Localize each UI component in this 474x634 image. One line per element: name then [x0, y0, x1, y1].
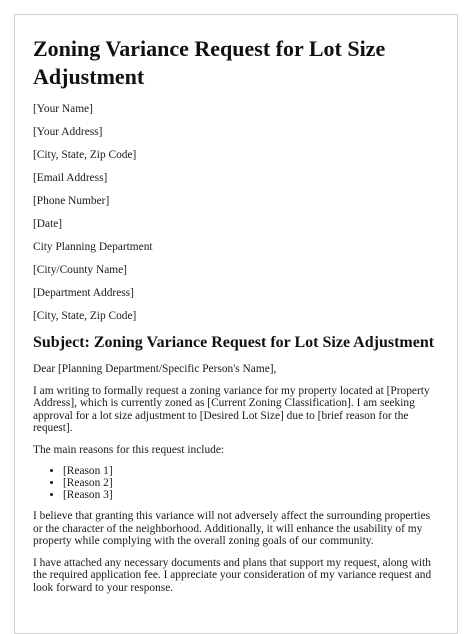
letter-page — [14, 14, 458, 634]
subject-heading: Subject: Zoning Variance Request for Lot Size Adjustment — [33, 334, 435, 351]
document-title: Zoning Variance Request for Lot Size Adjustment — [33, 36, 386, 89]
recipient-department: City Planning Department — [33, 241, 153, 253]
sender-email: [Email Address] — [33, 172, 108, 184]
body-paragraph-3: I have attached any necessary documents and plans that support my request, along with the required application fee. I appreciate your consideration of my variance request and look forward to your response. — [33, 556, 432, 594]
sender-city-state-zip: [City, State, Zip Code] — [33, 149, 137, 161]
recipient-city-state-zip: [City, State, Zip Code] — [33, 310, 137, 322]
list-item: • [Reason 2] — [63, 477, 439, 489]
recipient-address: [Department Address] — [33, 287, 134, 299]
reasons-intro: The main reasons for this request include: — [33, 443, 225, 456]
body-paragraph-1: I am writing to formally request a zoning variance for my property located at [Property Address], which is currently zoned as [Current Zoning Classification]. I am seeking approval for a lot size adjustment to [Desired Lot Size] due to [brief reason for the request]. — [33, 384, 430, 434]
sender-block — [33, 103, 439, 323]
sender-phone: [Phone Number] — [33, 195, 110, 207]
salutation: Dear [Planning Department/Specific Person's Name], — [33, 363, 277, 375]
sender-name: [Your Name] — [33, 103, 93, 115]
reasons-list — [33, 465, 439, 501]
recipient-city-county: [City/County Name] — [33, 264, 127, 276]
list-item: • [Reason 3] — [63, 489, 439, 501]
body-paragraph-2: I believe that granting this variance will not adversely affect the surrounding properties or the character of the neighborhood. Additionally, it will enhance the usability of my property while complying with the overall zoning goals of our community. — [33, 510, 431, 547]
letter-date: [Date] — [33, 218, 63, 230]
list-item: • [Reason 1] — [63, 465, 439, 477]
sender-address: [Your Address] — [33, 126, 103, 138]
